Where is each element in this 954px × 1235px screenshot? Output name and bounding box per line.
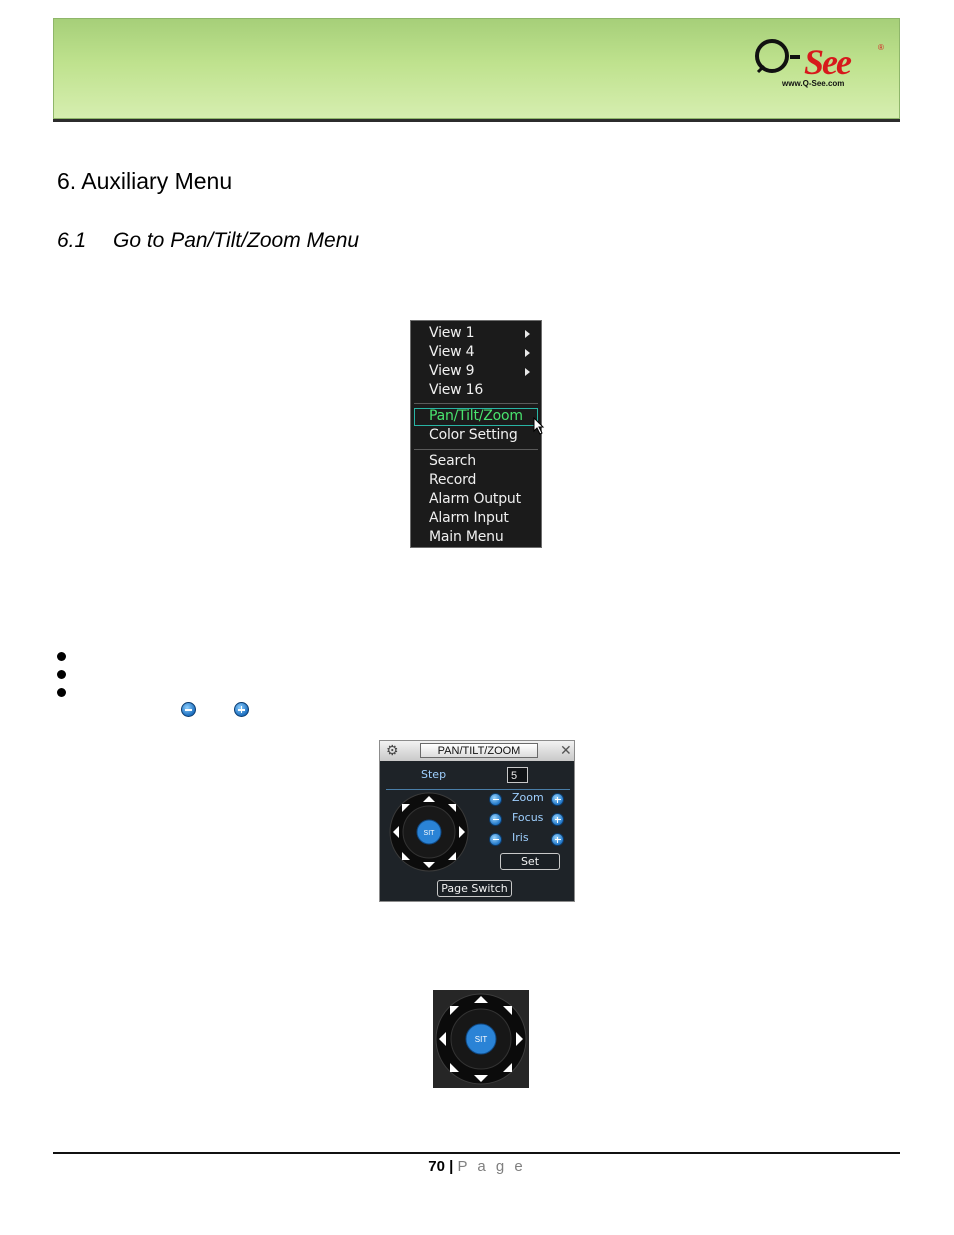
menu-item-alarm-output[interactable]: Alarm Output	[429, 491, 521, 507]
plus-icon	[234, 702, 249, 717]
menu-item-view-16[interactable]: View 16	[429, 382, 484, 398]
menu-item-color-setting[interactable]: Color Setting	[429, 427, 518, 443]
menu-item-record[interactable]: Record	[429, 472, 477, 488]
menu-separator	[414, 449, 538, 450]
iris-plus-button[interactable]	[551, 833, 564, 846]
sit-label: SIT	[423, 830, 435, 837]
bullet	[57, 652, 66, 661]
subsection-number: 6.1	[57, 229, 87, 252]
section-heading: 6. Auxiliary Menu	[57, 168, 233, 194]
zoom-label: Zoom	[512, 791, 544, 804]
menu-item-view-4[interactable]: View 4	[429, 344, 475, 360]
zoom-plus-button[interactable]	[551, 793, 564, 806]
submenu-arrow-icon	[525, 349, 530, 357]
sit-label: SIT	[474, 1035, 488, 1044]
mouse-cursor-icon	[533, 417, 545, 435]
focus-label: Focus	[512, 811, 544, 824]
step-input[interactable]: 5	[507, 767, 528, 783]
context-menu	[410, 320, 542, 548]
menu-item-alarm-input[interactable]: Alarm Input	[429, 510, 509, 526]
iris-minus-button[interactable]	[489, 833, 502, 846]
set-button[interactable]: Set	[500, 853, 560, 870]
page-footer	[0, 1158, 954, 1175]
menu-item-view-9[interactable]: View 9	[429, 363, 475, 379]
menu-item-main-menu[interactable]: Main Menu	[429, 529, 504, 545]
close-icon[interactable]: ✕	[560, 742, 572, 758]
ptz-dialog	[379, 740, 575, 902]
step-label: Step	[421, 768, 447, 781]
direction-pad[interactable]	[388, 792, 470, 872]
menu-item-view-1[interactable]: View 1	[429, 325, 475, 341]
menu-item-search[interactable]: Search	[429, 453, 476, 469]
logo-url: www.Q-See.com	[782, 79, 845, 88]
direction-pad-enlarged	[433, 990, 529, 1088]
submenu-arrow-icon	[525, 330, 530, 338]
focus-minus-button[interactable]	[489, 813, 502, 826]
settings-icon: ⚙	[386, 742, 399, 758]
focus-plus-button[interactable]	[551, 813, 564, 826]
bullet	[57, 670, 66, 679]
subsection-title: Go to Pan/Tilt/Zoom Menu	[113, 229, 360, 252]
bullet	[57, 688, 66, 697]
page-word: P a g e	[457, 1158, 526, 1175]
header-rule	[53, 119, 900, 122]
menu-separator	[414, 403, 538, 404]
submenu-arrow-icon	[525, 368, 530, 376]
page-number: 70	[428, 1158, 445, 1175]
iris-label: Iris	[512, 831, 529, 844]
registered-mark: ®	[878, 43, 884, 52]
menu-item-pan-tilt-zoom[interactable]: Pan/Tilt/Zoom	[429, 408, 523, 424]
zoom-minus-button[interactable]	[489, 793, 502, 806]
footer-separator: |	[449, 1158, 454, 1175]
page-switch-button[interactable]: Page Switch	[437, 880, 512, 897]
direction-pad[interactable]	[433, 990, 529, 1088]
footer-rule	[53, 1152, 900, 1154]
minus-icon	[181, 702, 196, 717]
dialog-divider	[386, 789, 570, 790]
svg-text:See: See	[804, 42, 850, 82]
dialog-title: PAN/TILT/ZOOM	[420, 743, 538, 758]
subsection-heading	[57, 229, 359, 253]
